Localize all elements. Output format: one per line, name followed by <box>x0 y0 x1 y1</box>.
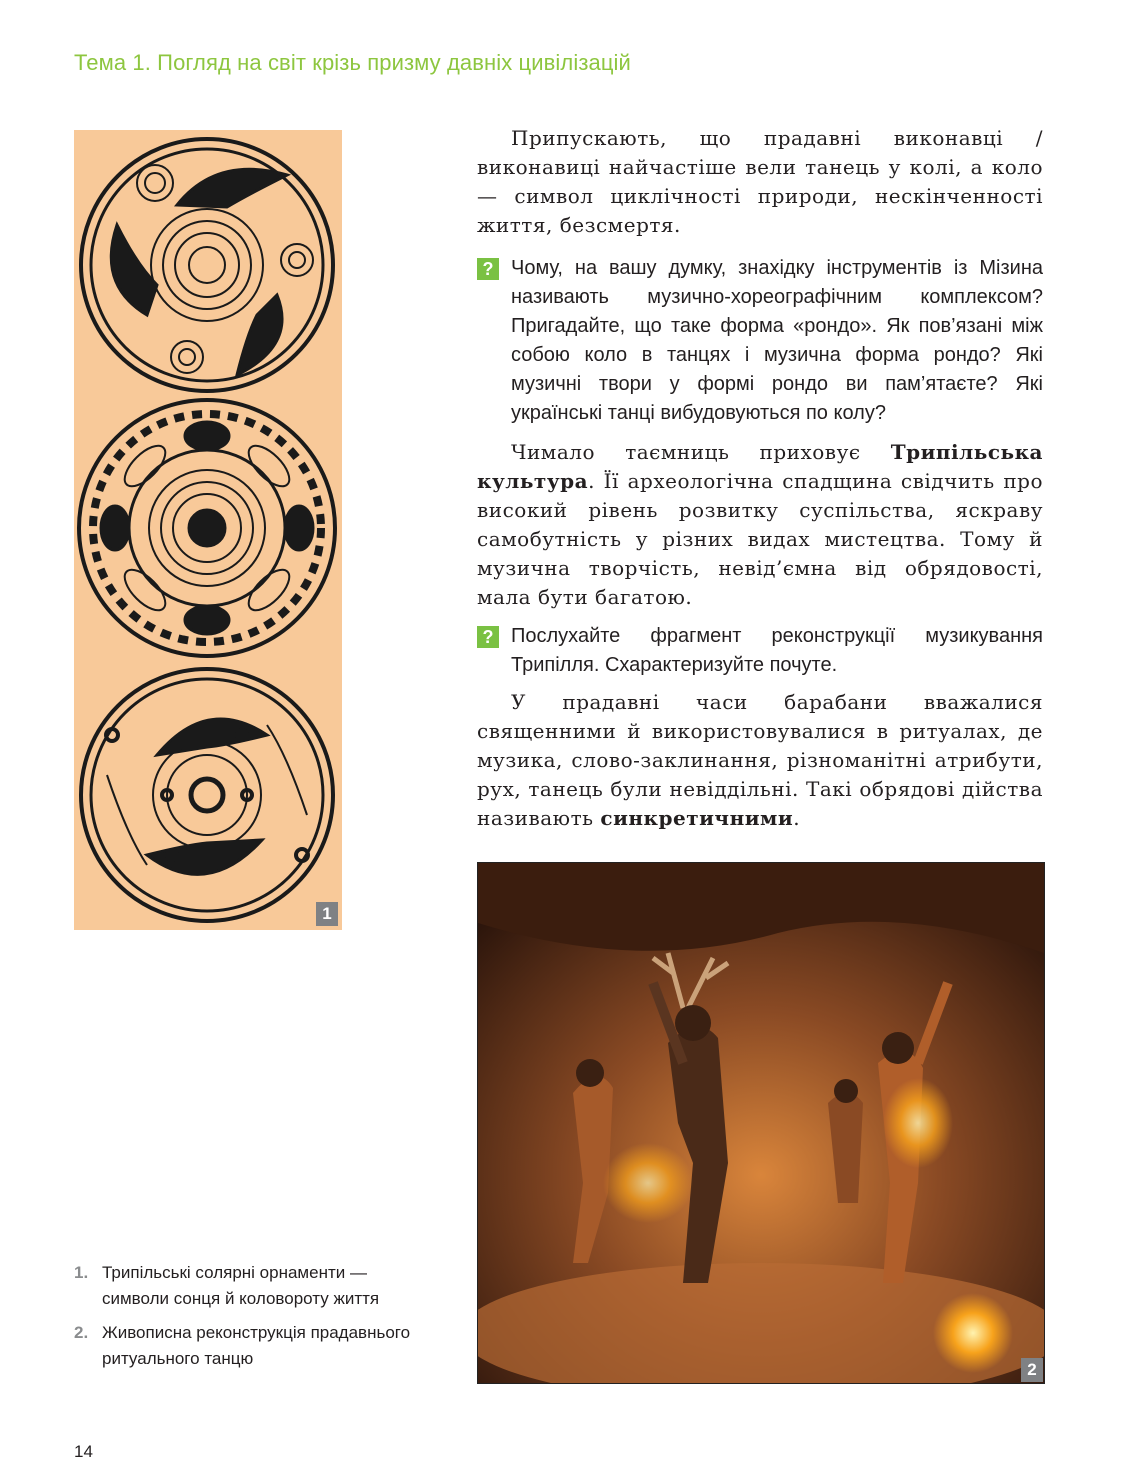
question-1-text: Чому, на вашу думку, знахідку інструментів із Мізина називають музично-хореографічним комплексом? Пригадайте, що таке форма «рондо». Як пов’язані між собою коло в танцях і музична форма рондо? Які музичні твори у формі рондо ви пам’ятаєте? Які українські танці вибудовуються по колу? <box>511 257 1043 424</box>
page-header: Тема 1. Погляд на світ крізь призму давніх цивілізацій <box>74 50 631 75</box>
question-block-2 <box>477 622 1043 680</box>
paragraph-2-bold-term: Трипільська культура <box>477 440 1043 493</box>
paragraph-3 <box>477 688 1043 833</box>
question-icon: ? <box>477 626 499 648</box>
paragraph-2-text: Чимало таємниць приховує <box>511 440 891 464</box>
caption-1 <box>74 1260 434 1312</box>
caption-2-text: Живописна реконструкція прадавнього ритуального танцю <box>102 1323 411 1368</box>
caption-1-number: 1. <box>74 1263 89 1282</box>
caption-2-number: 2. <box>74 1323 89 1342</box>
question-2-text: Послухайте фрагмент реконструкції музикування Трипілля. Схарактеризуйте почуте. <box>511 625 1043 676</box>
solar-ornaments-illustration <box>74 130 342 930</box>
ritual-dance-illustration <box>478 863 1044 1383</box>
caption-2 <box>74 1320 434 1372</box>
paragraph-3-text: У прадавні часи барабани вважалися священними й використовувалися в ритуалах, де музика, слово-заклинання, різноманітні атрибути, рух, танець були невіддільні. Такі обрядові дійства називають <box>477 690 1043 830</box>
figure-captions <box>74 1260 434 1380</box>
paragraph-3-bold-term: синкретичними <box>600 806 794 830</box>
paragraph-1-text: Припускають, що прадавні виконавці / виконавиці найчастіше вели танець у колі, а коло — символ циклічності природи, нескінченності життя, безсмертя. <box>477 126 1043 237</box>
question-icon: ? <box>477 258 499 280</box>
ritual-dance-photo <box>477 862 1045 1384</box>
paragraph-2 <box>477 438 1043 612</box>
paragraph-1 <box>477 124 1043 240</box>
figure-number-1: 1 <box>316 902 338 926</box>
question-block-1 <box>477 254 1043 428</box>
paragraph-3-text-end: . <box>793 806 801 830</box>
figure-number-2: 2 <box>1021 1358 1043 1382</box>
page-number: 14 <box>74 1442 93 1461</box>
ornaments-image <box>74 130 342 930</box>
caption-1-text: Трипільські солярні орнаменти — символи сонця й коловороту життя <box>102 1263 380 1308</box>
paragraph-2-text-cont: . Її археологічна спадщина свідчить про високий рівень розвитку суспільства, яскраву самобутність у різних видах мистецтва. Тому й музична творчість, невід’ємна від обрядовості, мала бути багатою. <box>477 469 1043 609</box>
